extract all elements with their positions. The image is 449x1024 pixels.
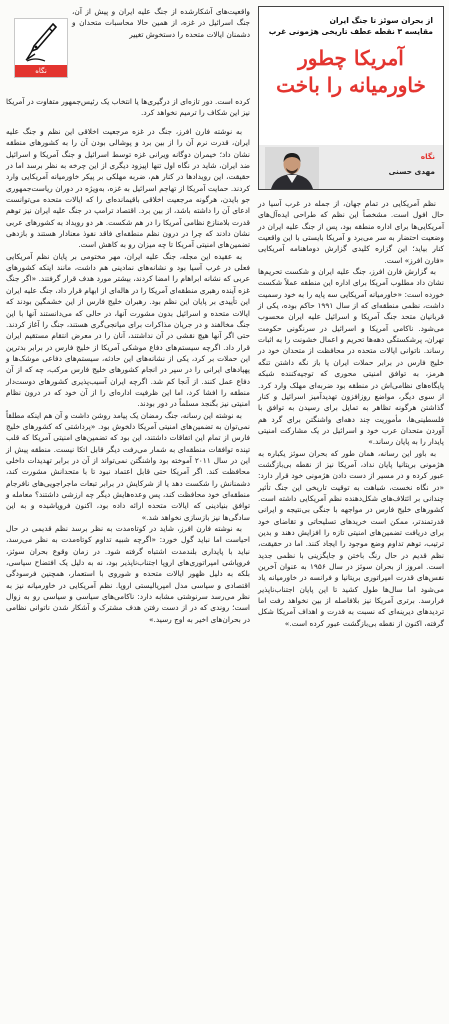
headline-box (258, 6, 444, 190)
left-body (6, 126, 250, 625)
article-main-column (258, 6, 444, 629)
article-continuation-column (6, 6, 250, 625)
lead-block (6, 6, 250, 126)
column-logo-box (14, 18, 68, 78)
fountain-pen-icon (23, 21, 59, 63)
body-paragraph: به عقیده این مجله، جنگ علیه ایران، مهر مختومی بر پایان نظم آمریکایی فعلی در غرب آسیا بود و نشانه‌های نمادینی هم داشت، مانند اینکه کشورهای عربی که نشانه ابراهام را امضا کردند، بیشتر مورد هدف قرار گرفتند. «اگر جنگ غزه آینده رهبری منطقه‌ای آمریکا را در هاله‌ای از ابهام قرار داد، جنگ علیه ایران این تأییدی بر پایان این نظم بود. رهبران خلیج فارس از این خشمگین بودند که ایالات متحده و اسرائیل بدون مشورت آنها، در حالی که می‌دانستند آنها با این جنگ مخالفند و در جریان مذاکرات برای میانجی‌گری هستند، جنگ را آغاز کردند. حتی اگر آنها هیچ نقشی در آن نداشتند، آنان را در معرض انتقام مستقیم ایران قرار داد. اگرچه سیستم‌های دفاع موشکی آمریکا از خلیج فارس در برابر بدترین این حملات بر کرد، یکی از نشانه‌های این حادثه، سیستم‌های دفاعی موشک‌ها و پهپادهای ایرانی را در سپر در انجام کشورهای خلیج فارس مرکب، چه که از آن دفاع عمل کنند. از آنجا کم شد. اگرچه ایران آسیب‌پذیری کشورهای دوست‌دار منطقه را افشا کرد، اما این ظرفیت اداره‌ای را از آن خود که در درون نظام امنیتی نیز بگنجد مسلماً در دور بودند. (6, 251, 250, 409)
right-body (258, 198, 444, 629)
body-paragraph: به نوشته فارن افرز، جنگ در غزه مرجعیت اخلاقی این نظم و جنگ علیه ایران، قدرت نرم آن را از بین برد و پوشالی بودن آن را به کشورهای منطقه نشان داد؛ خیمران دوگانه ویرانی غزه توسط اسرائیل و جنگ آمریکا و اسرائیل ضد ایران، شاید در نگاه اول تنها اپیزود دیگری از این چرخه به نظر برسد اما در حقیقت، این رویدادها در کنار هم، ضربه مهلکی بر پیکر خاورمیانه آمریکایی وارد کردند. حمایت آمریکا از تهاجم اسرائیل به غزه، به‌ویژه در دوران ریاست‌جمهوری جو بایدن، هرگونه مرجعیت اخلاقی باقیمانده‌ای را که ایالات متحده می‌توانست ادعای آن را داشته باشد، از بین برد. اقتصاد ترامپ در جنگ علیه ایران نیز توهم قدرت بلامنازع نظامی آمریکا را در هم شکست. هر دو رویداد به کشورهای عربی نشان دادند که چرا در درون نظم منطقه‌ای فاقد نفوذ معنادار هستند و بازدهی تضمین‌های امنیتی آمریکا تا چه میزان رو به کاهش است. (6, 127, 250, 250)
author-portrait-icon (265, 147, 319, 189)
author-photo (265, 147, 319, 189)
kicker-line-1: از بحران سوئز تا جنگ ایران (329, 16, 433, 25)
headline-line-2: خاورمیانه را باخت (276, 73, 426, 97)
article-headline (259, 37, 443, 99)
headline-line-1: آمریکا چطور (298, 46, 404, 70)
kicker-line-2: مقایسه ۳ نقطه عطف تاریخی هژمونی غرب (268, 27, 433, 36)
author-strip (259, 145, 443, 189)
body-paragraph: به باور این رسانه، همان طور که بحران سوئز یکباره به هژمونی بریتانیا پایان نداد، آمریکا نیز از نقطه بی‌بازگشت عبور کرده و در مسیر از دست دادن هژمونی خود قرار دارد: «در نگاه نخست، شباهت به توقیت تاریخی این جنگ تأثیر چندانی بر ائتلاف‌های شکل‌دهنده نظم آمریکایی داشته است. کشورهای خلیج فارس در مواجهه با جنگی بی‌نتیجه و ایرانی قدرتمندتر، ممکن است خریدهای تسلیحاتی و تقاضای خود برای دریافت تضمین‌های امنیتی تازه را افزایش دهند و بدین ترتیب، توهم تداوم وضع موجود را ایجاد کنند. اما در حقیقت، نظم قدیم در حال رنگ باختن و جایگزینی با نظمی جدید است. امروز از بحران سوئز در سال ۱۹۵۶ به عنوان آخرین نفس‌های قدرت امپراتوری بریتانیا و فرانسه در خاورمیانه یاد می‌شود اما سال‌ها طول کشید تا این پایان اجتناب‌ناپذیر فرارسد. برتری آمریکا نیز بلافاصله از بین نخواهد رفت اما تردیدهای دیرینه‌ای که نسبت به قدرت و اهداف آمریکا شکل گرفته، اکنون از نقطه بی‌بازگشت عبور کرده است.» (258, 448, 445, 628)
body-paragraph: نظم آمریکایی در تمام جهان، از جمله در غرب آسیا در حال افول است. مشخصاً این نظم که طراحی ایده‌آل‌های آمریکایی‌ها برای اداره منطقه بود، پس از جنگ علیه ایران در وضعیت احتضار به سر می‌برد و آمریکا بایستی با این واقعیت کنار بیاید؛ این گزاره کلیدی گزارش دوماهنامه آمریکایی «فارن افرز» است. (258, 199, 444, 265)
lead-paragraph-continued: کرده است. دور تازه‌ای از درگیری‌ها یا انتخاب یک رئیس‌جمهور متفاوت در آمریکا نیز این شکاف را ترمیم نخواهد کرد. (6, 97, 250, 118)
body-paragraph: به نوشته فارن افرز، شاید در کوتاه‌مدت به نظر برسد نظم قدیمی در حال احیاست اما نباید گول خورد: «اگرچه شبیه تداوم کوتاه‌مدت به نظر می‌رسد، نباید با پایداری بلندمدت اشتباه گرفته شود. در زمان وقوع بحران سوئز، فروپاشی امپراتوری‌های اروپا اجتناب‌ناپذیر بود، نه به دلیل یک افتضاح سیاسی، بلکه به دلیل ظهور ایالات متحده و شوروی با استعمار، همچنین فرسودگی اقتصادی و سیاسی مدل امپریالیستی اروپا. نظم آمریکایی در خاورمیانه نیز به نظر می‌رسد سرنوشتی مشابه دارد: ناکامی‌های سیاسی و سیاسی رو به زوال است؛ روندی که در از دست رفتن هدف مشترک و آشکار شدن ناتوانی نظامی در بحران‌های اخیر به اوج رسید.» (6, 524, 250, 624)
author-name: مهدی حسنی (388, 167, 435, 176)
lead-paragraph: واقعیت‌های آشکارشده از جنگ علیه ایران و پیش از آن، جنگ اسرائیل در غزه، از همین حالا محاسبات متحدان و دشمنان ایالات متحده را دستخوش تغییر (72, 7, 250, 39)
column-tag: نگاه (420, 152, 435, 161)
body-paragraph: به گزارش فارن افرز، جنگ علیه ایران و شکست تحریم‌ها نشان داد مطلوب آمریکا برای اداره این منطقه عملاً شکست خورده است: «خاورمیانه آمریکایی سه پایه را به خود رسمیت داشت، نظمی منطقه‌ای که از سال ۱۹۹۱ حاکم بوده، یکی از قربانیان متحد جنگ آمریکا و اسرائیل علیه ایران محسوب می‌شود. ناکامی آمریکا و اسرائیل در سرنگونی حکومت تهران، پرشکستگی دهه‌ها تحریم و اعمال خشونت را به اثبات رساند. ناتوانی ایالات متحده در محافظت از متحدان خود در خلیج فارس در برابر حملات ایران یا باز نگه داشتن تنگه هرمز، به توافق امنیتی محوری که توجیه‌کننده شبکه پایگاه‌های نظامی‌اش در منطقه بود ضربه‌ای مهلک وارد کرد. از سوی دیگر، مواضع روزافزون تهدیدآمیز اسرائیل و کنار گذاشتن هرگونه تظاهر به تمایل برای رسیدن به توافق با فلسطینی‌ها، مأموریت چند دهه‌ای واشنگتن برای گرد هم آوردن متحدان عرب خود و اسرائیل در یک مشارکت امنیتی پایدار را به پایان رساند.» (258, 267, 445, 447)
column-logo-tag: نگاه (15, 65, 67, 77)
article-kicker (259, 7, 443, 37)
body-paragraph: به نوشته این رسانه، جنگ رمضان یک پیامد روشن داشت و آن هم اینکه مطلقاً نمی‌توان به تضمین‌های امنیتی آمریکا دلخوش بود. «پرداشتی که کشورهای خلیج فارس از تمام این اتفاقات داشتند، این بود که تضمین‌های امنیتی آمریکا که قلب تپنده توافقات منطقه‌ای به شمار می‌رفت دیگر قابل اتکا نیست. منطقه پیش از این در سال ۲۰۱۱ آموخته بود واشنگتن نمی‌تواند از آن در برابر تهدیدات داخلی محافظت کند. اگر آمریکا حتی قابل اعتماد نبود تا با متحدانش مشورت کند، دشمنانش را شکست دهد یا از شرکایش در برابر تبعات ماجراجویی‌های نافرجام منطقه‌ای خود محافظت کند، پس وعده‌هایش دیگر چه ارزشی داشتند؟ معامله و توافق بنیادینی که ایالات متحده ارائه داده بود، اکنون فروپاشیده و به این سادگی‌ها نیز بازسازی نخواهد شد.» (6, 410, 250, 522)
